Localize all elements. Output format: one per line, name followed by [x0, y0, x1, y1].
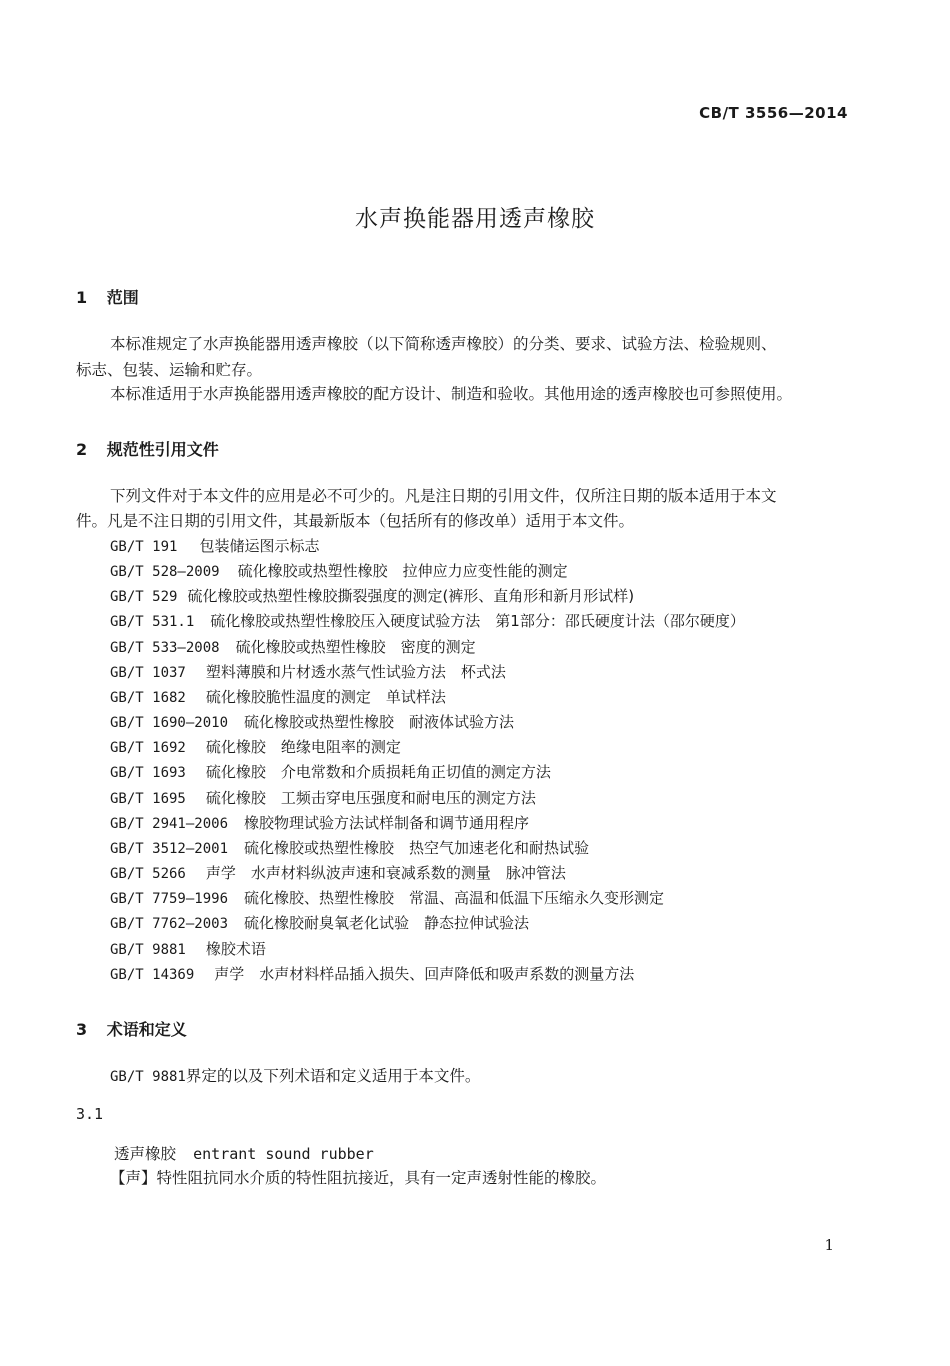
section-1-heading [76, 285, 139, 308]
reference-title: 硫化橡胶 绝缘电阻率的测定 [205, 738, 401, 756]
reference-title: 硫化橡胶、热塑性橡胶 常温、高温和低温下压缩永久变形测定 [244, 889, 665, 907]
reference-item [110, 761, 551, 782]
term-domain: 【声】 [110, 1169, 157, 1187]
page-number: 1 [824, 1236, 834, 1254]
reference-title: 橡胶物理试验方法试样制备和调节通用程序 [244, 814, 530, 832]
reference-title: 橡胶术语 [205, 940, 266, 958]
reference-item [110, 938, 266, 959]
reference-item [110, 610, 745, 631]
term-definition [110, 1166, 606, 1188]
reference-item [110, 812, 529, 833]
reference-code: GB/T 528—2009 [110, 564, 220, 580]
scope-paragraph-1-line-1: 本标准规定了水声换能器用透声橡胶（以下简称透声橡胶）的分类、要求、试验方法、检验规则、 [110, 335, 777, 353]
reference-title: 硫化橡胶或热塑性橡胶 密度的测定 [235, 638, 476, 656]
section-1-title: 范围 [106, 288, 139, 307]
section-1-number: 1 [76, 288, 88, 307]
reference-item [110, 711, 514, 732]
reference-item [110, 560, 568, 581]
reference-item [110, 736, 401, 757]
reference-code: GB/T 7759—1996 [110, 891, 229, 907]
reference-item [110, 963, 634, 984]
document-title: 水声换能器用透声橡胶 [355, 206, 595, 232]
reference-item [110, 837, 589, 858]
reference-code: GB/T 3512—2001 [110, 841, 229, 857]
reference-item [110, 787, 536, 808]
reference-title: 声学 水声材料纵波声速和衰减系数的测量 脉冲管法 [205, 864, 566, 882]
section-2-title: 规范性引用文件 [106, 440, 219, 459]
references-intro-line-1: 下列文件对于本文件的应用是必不可少的。凡是注日期的引用文件，仅所注日期的版本适用于本文 [110, 487, 777, 505]
section-2-heading [76, 437, 219, 460]
reference-title: 硫化橡胶耐臭氧老化试验 静态拉伸试验法 [244, 914, 530, 932]
reference-code: GB/T 533—2008 [110, 640, 220, 656]
section-3-number: 3 [76, 1020, 88, 1039]
reference-item [110, 535, 319, 556]
reference-code: GB/T 191 [110, 539, 178, 555]
reference-title: 硫化橡胶或热塑性橡胶 耐液体试验方法 [244, 713, 515, 731]
reference-code: GB/T 1693 [110, 765, 186, 781]
reference-title: 包装储运图示标志 [199, 537, 320, 555]
terms-intro-text: 界定的以及下列术语和定义适用于本文件。 [185, 1067, 481, 1085]
reference-code: GB/T 1037 [110, 665, 186, 681]
reference-title: 声学 水声材料样品插入损失、回声降低和吸声系数的测量方法 [214, 965, 635, 983]
reference-code: GB/T 1690—2010 [110, 715, 229, 731]
term-number: 3.1 [76, 1105, 104, 1123]
scope-paragraph-2: 本标准适用于水声换能器用透声橡胶的配方设计、制造和验收。其他用途的透声橡胶也可参照使用。 [110, 385, 793, 403]
terms-intro [110, 1064, 480, 1086]
reference-title: 硫化橡胶或热塑性橡胶撕裂强度的测定(裤形、直角形和新月形试样) [187, 587, 635, 605]
reference-title: 硫化橡胶或热塑性橡胶 拉伸应力应变性能的测定 [237, 562, 568, 580]
reference-title: 硫化橡胶 工频击穿电压强度和耐电压的测定方法 [205, 789, 536, 807]
standard-code: CB/T 3556—2014 [699, 104, 848, 122]
term-definition-text: 特性阻抗同水介质的特性阻抗接近，具有一定声透射性能的橡胶。 [156, 1169, 607, 1187]
reference-code: GB/T 7762—2003 [110, 916, 229, 932]
reference-code: GB/T 529 [110, 589, 178, 605]
term-entry [114, 1142, 374, 1164]
reference-code: GB/T 14369 [110, 967, 195, 983]
reference-item [110, 636, 476, 657]
reference-item [110, 661, 506, 682]
reference-item [110, 585, 634, 606]
reference-code: GB/T 1692 [110, 740, 186, 756]
terms-intro-code: GB/T 9881 [110, 1069, 186, 1085]
reference-title: 硫化橡胶或热塑性橡胶压入硬度试验方法 第1部分：邵氏硬度计法（邵尔硬度） [210, 612, 745, 630]
reference-title: 硫化橡胶或热塑性橡胶 热空气加速老化和耐热试验 [244, 839, 590, 857]
term-chinese: 透声橡胶 [114, 1145, 177, 1163]
reference-title: 塑料薄膜和片材透水蒸气性试验方法 杯式法 [205, 663, 506, 681]
reference-code: GB/T 2941—2006 [110, 816, 229, 832]
reference-title: 硫化橡胶 介电常数和介质损耗角正切值的测定方法 [205, 763, 551, 781]
reference-code: GB/T 1682 [110, 690, 186, 706]
section-3-heading [76, 1017, 187, 1040]
reference-code: GB/T 5266 [110, 866, 186, 882]
term-english: entrant sound rubber [193, 1145, 374, 1163]
reference-item [110, 887, 664, 908]
section-3-title: 术语和定义 [106, 1020, 187, 1039]
reference-item [110, 912, 529, 933]
reference-code: GB/T 1695 [110, 791, 186, 807]
section-2-number: 2 [76, 440, 88, 459]
references-intro-line-2: 件。凡是不注日期的引用文件，其最新版本（包括所有的修改单）适用于本文件。 [76, 512, 635, 530]
reference-item [110, 862, 566, 883]
reference-item [110, 686, 446, 707]
reference-code: GB/T 9881 [110, 942, 186, 958]
reference-code: GB/T 531.1 [110, 614, 195, 630]
reference-title: 硫化橡胶脆性温度的测定 单试样法 [205, 688, 446, 706]
scope-paragraph-1-line-2: 标志、包装、运输和贮存。 [76, 361, 263, 379]
